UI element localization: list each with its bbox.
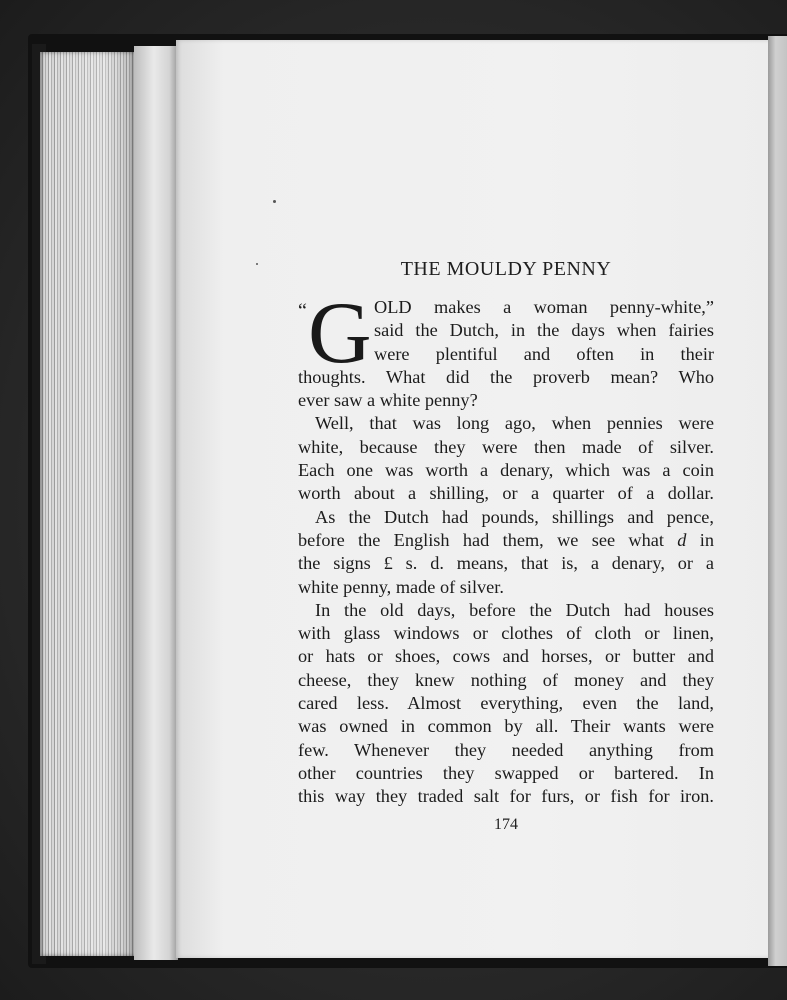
paper-speck (256, 263, 258, 265)
body-text (298, 296, 714, 809)
text-line: Well, that was long ago, when pennies were (315, 413, 714, 434)
text-fragment: before the English had them, we see what (298, 529, 664, 550)
text-line: thoughts. What did the proverb mean? Who (298, 366, 714, 387)
chapter-title: THE MOULDY PENNY (400, 258, 612, 280)
text-line: In the old days, before the Dutch had houses (315, 599, 714, 620)
text-line: white penny, made of silver. (298, 576, 504, 597)
page-gutter (134, 46, 178, 960)
drop-cap: G (308, 285, 372, 382)
text-line: or hats or shoes, cows and horses, or butter and (298, 646, 714, 667)
paper-speck (273, 200, 276, 203)
text-line: this way they traded salt for furs, or fish for iron. (298, 786, 714, 807)
text-line: cheese, they knew nothing of money and they (298, 669, 714, 690)
page-stack-highlight (60, 52, 134, 956)
text-line: white, because they were then made of silver. (298, 436, 714, 457)
text-fragment: in (699, 529, 714, 550)
text-line: few. Whenever they needed anything from (298, 739, 714, 760)
text-line: was owned in common by all. Their wants were (298, 716, 714, 737)
text-line: other countries they swapped or bartered. In (298, 762, 714, 783)
text-line: were plentiful and often in their (374, 343, 714, 364)
text-line: OLD makes a woman penny-white,” (374, 297, 714, 317)
text-line: cared less. Almost everything, even the land, (298, 693, 714, 714)
opening-quote: “ (298, 300, 307, 322)
text-line: Each one was worth a denary, which was a coin (298, 460, 714, 481)
page-number: 174 (494, 816, 518, 833)
italic-letter: d (677, 529, 687, 550)
facing-page-edge (768, 36, 787, 966)
text-line: ever saw a white penny? (298, 390, 478, 411)
text-line: As the Dutch had pounds, shillings and pence, (315, 506, 714, 527)
text-line: with glass windows or clothes of cloth or linen, (298, 623, 714, 644)
text-line: said the Dutch, in the days when fairies (374, 320, 714, 341)
text-line (298, 529, 714, 552)
text-line: the signs £ s. d. means, that is, a denary, or a (298, 553, 714, 574)
text-line: worth about a shilling, or a quarter of a dollar. (298, 483, 714, 504)
